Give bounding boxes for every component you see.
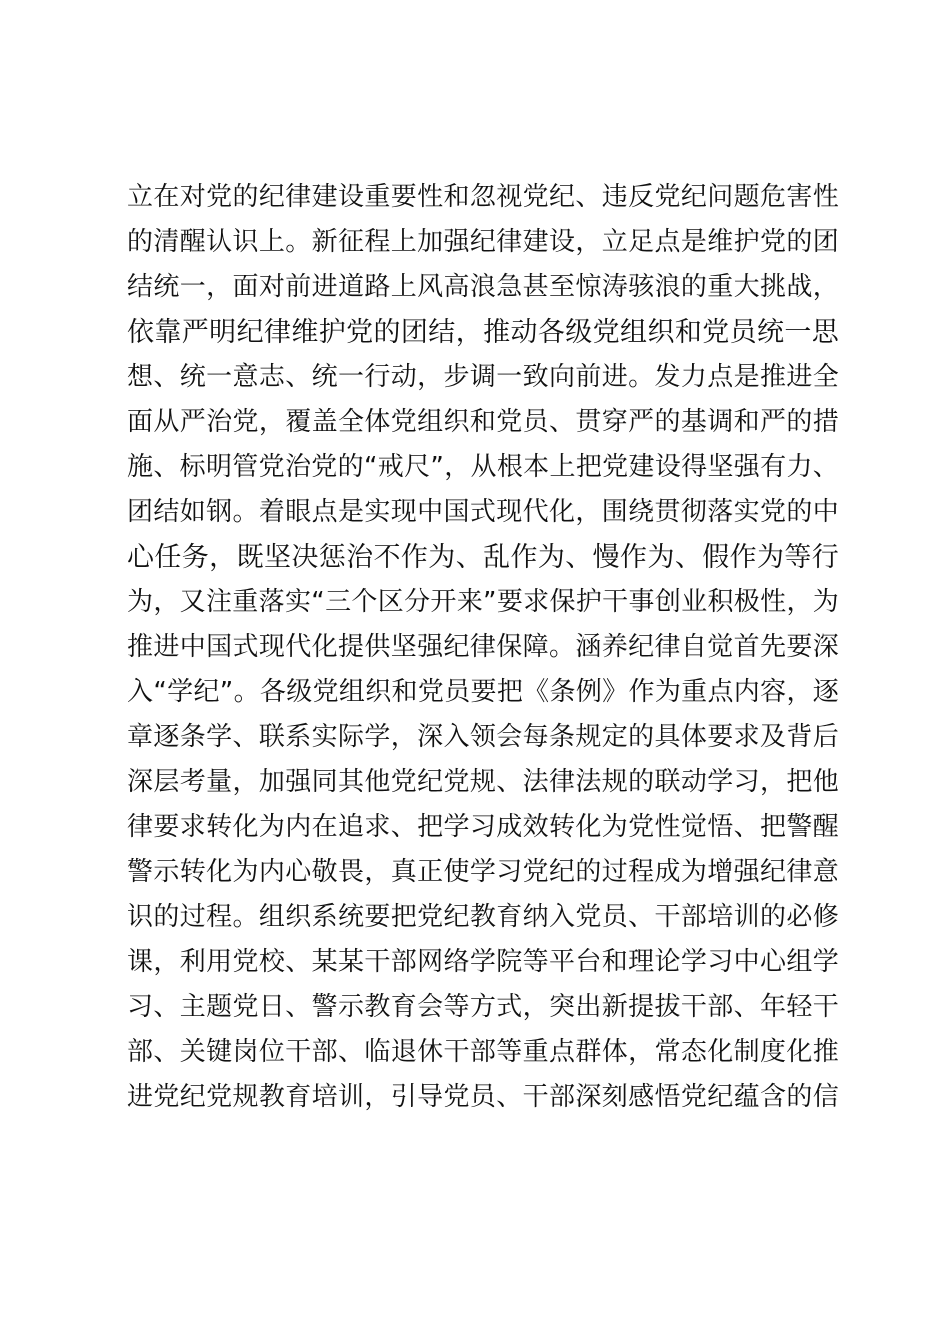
text-line: 的清醒认识上。新征程上加强纪律建设，立足点是维护党的团 — [127, 227, 839, 257]
text-line: 推进中国式现代化提供坚强纪律保障。涵养纪律自觉首先要深 — [127, 632, 839, 662]
text-line: 警示转化为内心敬畏，真正使学习党纪的过程成为增强纪律意 — [127, 857, 839, 887]
text-line: 课，利用党校、某某干部网络学院等平台和理论学习中心组学 — [127, 947, 839, 977]
text-line: 章逐条学、联系实际学，深入领会每条规定的具体要求及背后 — [127, 722, 839, 752]
text-line: 入“学纪”。各级党组织和党员要把《条例》作为重点内容，逐 — [127, 677, 839, 707]
text-line: 律要求转化为内在追求、把学习成效转化为党性觉悟、把警醒 — [127, 812, 839, 842]
text-line: 部、关键岗位干部、临退休干部等重点群体，常态化制度化推 — [127, 1037, 839, 1067]
body-paragraph — [127, 175, 839, 1120]
text-line: 识的过程。组织系统要把党纪教育纳入党员、干部培训的必修 — [127, 902, 839, 932]
text-line: 团结如钢。着眼点是实现中国式现代化，围绕贯彻落实党的中 — [127, 497, 839, 527]
text-line: 为，又注重落实“三个区分开来”要求保护干事创业积极性，为 — [127, 587, 839, 617]
text-line: 心任务，既坚决惩治不作为、乱作为、慢作为、假作为等行 — [127, 542, 839, 573]
text-line: 深层考量，加强同其他党纪党规、法律法规的联动学习，把他 — [127, 767, 839, 797]
text-line: 进党纪党规教育培训，引导党员、干部深刻感悟党纪蕴含的信 — [127, 1082, 839, 1112]
text-line: 施、标明管党治党的“戒尺”，从根本上把党建设得坚强有力、 — [127, 452, 839, 482]
text-line: 习、主题党日、警示教育会等方式，突出新提拔干部、年轻干 — [127, 992, 839, 1022]
text-line: 面从严治党，覆盖全体党组织和党员、贯穿严的基调和严的措 — [127, 407, 839, 437]
text-line: 依靠严明纪律维护党的团结，推动各级党组织和党员统一思 — [127, 317, 839, 348]
text-line: 立在对党的纪律建设重要性和忽视党纪、违反党纪问题危害性 — [127, 182, 839, 212]
text-line: 想、统一意志、统一行动，步调一致向前进。发力点是推进全 — [127, 362, 839, 392]
text-line: 结统一，面对前进道路上风高浪急甚至惊涛骇浪的重大挑战， — [127, 272, 839, 302]
